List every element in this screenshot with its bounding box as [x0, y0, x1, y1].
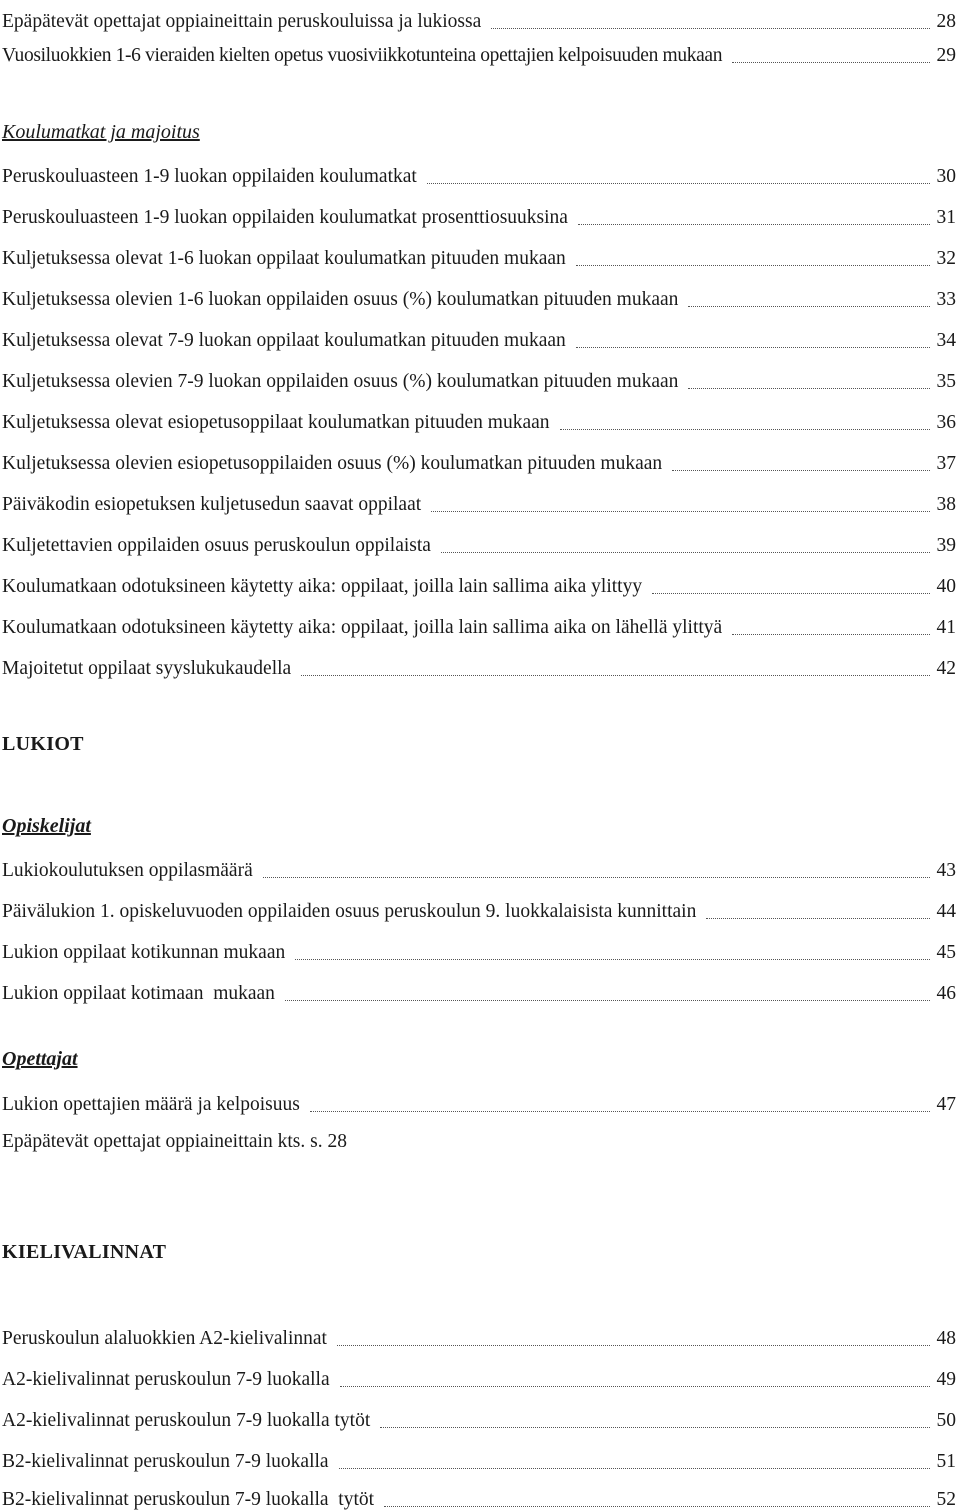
toc-entry-page: 49	[936, 1369, 956, 1390]
toc-entry-page: 36	[936, 412, 956, 433]
toc-entry[interactable]	[2, 972, 956, 1006]
toc-entry[interactable]	[2, 0, 956, 34]
toc-entry-page: 45	[936, 942, 956, 963]
toc-entry[interactable]	[2, 319, 956, 353]
toc-entry[interactable]	[2, 442, 956, 476]
toc-entry-title: Peruskouluasteen 1-9 luokan oppilaiden koulumatkat	[2, 166, 417, 187]
dot-leader	[706, 917, 930, 919]
dot-leader	[263, 876, 930, 878]
dot-leader	[578, 223, 930, 225]
toc-entry-title: Epäpätevät opettajat oppiaineittain peruskouluissa ja lukiossa	[2, 11, 482, 32]
toc-entry-title: Päiväkodin esiopetuksen kuljetusedun saavat oppilaat	[2, 494, 422, 515]
toc-entry-title: Kuljetuksessa olevat esiopetusoppilaat koulumatkan pituuden mukaan	[2, 412, 550, 433]
toc-entry-title: Vuosiluokkien 1-6 vieraiden kielten opetus vuosiviikkotunteina opettajien kelpoisuuden mukaan	[2, 45, 723, 66]
toc-entry[interactable]	[2, 565, 956, 599]
toc-entry[interactable]	[2, 524, 956, 558]
toc-entry-title: Päivälukion 1. opiskeluvuoden oppilaiden osuus peruskoulun 9. luokkalaisista kunnittain	[2, 901, 697, 922]
toc-entry-page: 29	[936, 45, 956, 66]
toc-entry[interactable]	[2, 155, 956, 189]
toc-entry[interactable]	[2, 647, 956, 681]
toc-entry-page: 47	[936, 1094, 956, 1115]
toc-entry-page: 33	[936, 289, 956, 310]
toc-entry-title: Koulumatkaan odotuksineen käytetty aika: oppilaat, joilla lain sallima aika ylittyy	[2, 576, 643, 597]
section-heading-kielivalinnat: KIELIVALINNAT	[2, 1241, 167, 1263]
toc-entry-page: 28	[936, 11, 956, 32]
dot-leader	[310, 1110, 930, 1112]
dot-leader	[688, 387, 930, 389]
dot-leader	[380, 1426, 930, 1428]
dot-leader	[431, 510, 930, 512]
toc-entry-page: 48	[936, 1328, 956, 1349]
toc-entry[interactable]	[2, 606, 956, 640]
toc-entry-title: Kuljetuksessa olevat 7-9 luokan oppilaat koulumatkan pituuden mukaan	[2, 330, 566, 351]
toc-entry-title: B2-kielivalinnat peruskoulun 7-9 luokalla tytöt	[2, 1489, 375, 1510]
toc-entry-title: Peruskouluasteen 1-9 luokan oppilaiden koulumatkat prosenttiosuuksina	[2, 207, 568, 228]
dot-leader	[285, 999, 930, 1001]
toc-entry[interactable]	[2, 1440, 956, 1474]
toc-entry[interactable]	[2, 1399, 956, 1433]
dot-leader	[560, 428, 930, 430]
toc-entry-page: 42	[936, 658, 956, 679]
toc-entry-page: 44	[936, 901, 956, 922]
toc-entry-page: 40	[936, 576, 956, 597]
toc-entry-page: 38	[936, 494, 956, 515]
toc-entry-page: 32	[936, 248, 956, 269]
dot-leader	[732, 61, 930, 63]
toc-entry-title: A2-kielivalinnat peruskoulun 7-9 luokalla tytöt	[2, 1410, 371, 1431]
dot-leader	[652, 592, 930, 594]
toc-entry[interactable]	[2, 849, 956, 883]
toc-entry-title: Kuljetuksessa olevat 1-6 luokan oppilaat koulumatkan pituuden mukaan	[2, 248, 566, 269]
dot-leader	[576, 346, 930, 348]
dot-leader	[672, 469, 930, 471]
subsection-heading-opettajat: Opettajat	[2, 1048, 78, 1070]
toc-entry-title: B2-kielivalinnat peruskoulun 7-9 luokalla	[2, 1451, 329, 1472]
toc-entry-title: Peruskoulun alaluokkien A2-kielivalinnat	[2, 1328, 327, 1349]
toc-entry[interactable]	[2, 34, 956, 68]
dot-leader	[688, 305, 930, 307]
toc-entry-page: 50	[936, 1410, 956, 1431]
toc-entry-page: 31	[936, 207, 956, 228]
toc-entry-title: A2-kielivalinnat peruskoulun 7-9 luokalla	[2, 1369, 330, 1390]
toc-entry[interactable]	[2, 1317, 956, 1351]
dot-leader	[576, 264, 930, 266]
toc-entry-title: Lukion oppilaat kotikunnan mukaan	[2, 942, 286, 963]
dot-leader	[301, 674, 930, 676]
toc-entry-title: Kuljetuksessa olevien 7-9 luokan oppilaiden osuus (%) koulumatkan pituuden mukaan	[2, 371, 679, 392]
toc-entry-title: Kuljetuksessa olevien esiopetusoppilaiden osuus (%) koulumatkan pituuden mukaan	[2, 453, 663, 474]
toc-entry-page: 41	[936, 617, 956, 638]
toc-entry-page: 46	[936, 983, 956, 1004]
section-heading-lukiot: LUKIOT	[2, 733, 84, 755]
dot-leader	[441, 551, 930, 553]
toc-entry[interactable]	[2, 1478, 956, 1512]
toc-entry-title: Lukion oppilaat kotimaan mukaan	[2, 983, 275, 1004]
dot-leader	[732, 633, 930, 635]
toc-entry[interactable]	[2, 483, 956, 517]
dot-leader	[384, 1505, 930, 1507]
toc-entry-page: 43	[936, 860, 956, 881]
cross-reference-note: Epäpätevät opettajat oppiaineittain kts. s. 28	[2, 1131, 347, 1152]
toc-entry[interactable]	[2, 237, 956, 271]
toc-entry-page: 51	[936, 1451, 956, 1472]
dot-leader	[295, 958, 930, 960]
dot-leader	[339, 1467, 930, 1469]
subsection-heading-opiskelijat: Opiskelijat	[2, 815, 91, 837]
toc-entry[interactable]	[2, 401, 956, 435]
toc-entry-page: 35	[936, 371, 956, 392]
toc-entry[interactable]	[2, 196, 956, 230]
toc-entry[interactable]	[2, 1358, 956, 1392]
toc-entry[interactable]	[2, 931, 956, 965]
dot-leader	[491, 27, 930, 29]
toc-entry[interactable]	[2, 278, 956, 312]
toc-entry-page: 37	[936, 453, 956, 474]
toc-entry-title: Kuljetettavien oppilaiden osuus peruskoulun oppilaista	[2, 535, 431, 556]
dot-leader	[337, 1344, 930, 1346]
toc-entry-title: Majoitetut oppilaat syyslukukaudella	[2, 658, 292, 679]
dot-leader	[427, 182, 930, 184]
toc-entry-title: Koulumatkaan odotuksineen käytetty aika: oppilaat, joilla lain sallima aika on lähellä ylittyä	[2, 617, 723, 638]
section-heading-koulumatkat: Koulumatkat ja majoitus	[2, 121, 200, 143]
toc-entry[interactable]	[2, 1083, 956, 1117]
toc-entry-title: Lukiokoulutuksen oppilasmäärä	[2, 860, 253, 881]
dot-leader	[340, 1385, 930, 1387]
toc-entry[interactable]	[2, 360, 956, 394]
toc-entry[interactable]	[2, 890, 956, 924]
toc-entry-page: 30	[936, 166, 956, 187]
toc-entry-title: Lukion opettajien määrä ja kelpoisuus	[2, 1094, 300, 1115]
toc-entry-title: Kuljetuksessa olevien 1-6 luokan oppilaiden osuus (%) koulumatkan pituuden mukaan	[2, 289, 679, 310]
toc-entry-page: 39	[936, 535, 956, 556]
toc-entry-page: 34	[936, 330, 956, 351]
toc-entry-page: 52	[936, 1489, 956, 1510]
